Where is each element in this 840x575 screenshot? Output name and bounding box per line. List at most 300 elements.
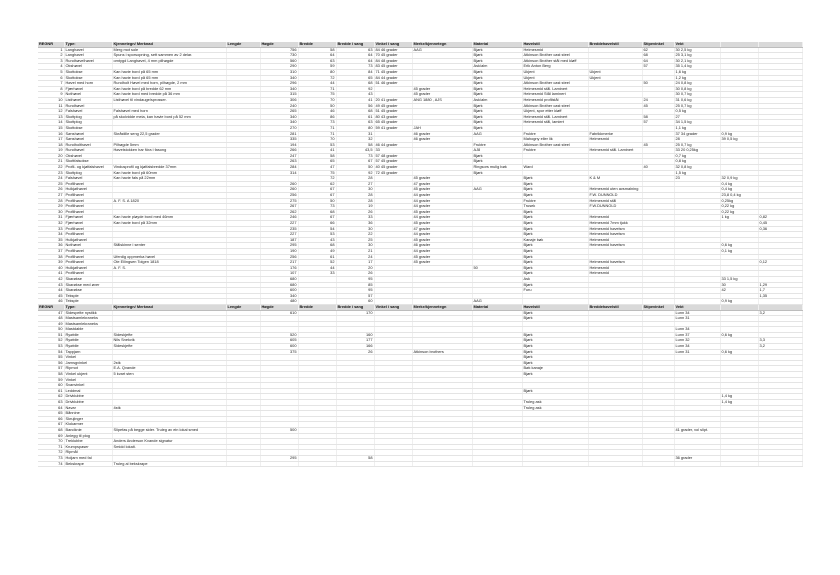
table-cell[interactable]: 22 [38,165,64,171]
table-cell[interactable]: 520 [260,332,298,338]
table-cell[interactable]: Bjørk [522,221,588,227]
table-cell[interactable]: 71 [298,125,336,131]
table-cell[interactable]: 80 43 grader [374,114,412,120]
table-cell[interactable]: Fruktre [522,148,588,154]
table-cell[interactable] [298,461,336,467]
table-cell[interactable]: 0,82 [758,215,802,221]
table-cell[interactable]: 23 [38,170,64,176]
table-cell[interactable]: 45 grader [412,260,472,266]
table-cell[interactable]: 58 [298,153,336,159]
table-cell[interactable]: 20 41 grader [374,97,412,103]
table-cell[interactable]: Bjørk [522,349,588,355]
table-cell[interactable]: 267 [260,204,298,210]
table-cell[interactable]: Heimesmid stål. Laminert [522,114,588,120]
table-cell[interactable]: 281 [260,131,298,137]
table-cell[interactable]: 3,2 [758,310,802,316]
table-cell[interactable]: Bjørk [472,159,522,165]
table-cell[interactable]: 45 grader [412,254,472,260]
table-cell[interactable] [226,461,260,467]
table-cell[interactable]: Bjørk [472,120,522,126]
table-cell[interactable]: 41 [336,97,374,103]
table-cell[interactable]: 19 [38,148,64,154]
table-cell[interactable]: 45 grader [412,221,472,227]
table-cell[interactable]: 46 [38,299,64,305]
table-cell[interactable]: AAG [472,299,522,305]
table-cell[interactable]: 45 grader [412,187,472,193]
table-cell[interactable]: Truleg al bekskrape [112,461,226,467]
table-cell[interactable]: Profilhøvel [64,232,112,238]
table-cell[interactable]: Kan havie bord på 32mm [112,221,226,227]
table-cell[interactable]: 17 [38,137,64,143]
column-header[interactable]: Vinkel i sang [374,42,412,47]
table-cell[interactable]: Atkinson Brother cast steel [522,103,588,109]
table-cell[interactable]: Kan havie bord på 60mm [112,170,226,176]
table-cell[interactable]: 84 [336,69,374,75]
table-cell[interactable]: 70 [298,97,336,103]
column-header[interactable]: Høgde [260,304,298,310]
table-cell[interactable]: 72 45 grader [374,170,412,176]
table-cell[interactable]: Heimesmid høvelsm [588,260,642,266]
table-cell[interactable]: Drivklubbe [64,400,112,406]
table-cell[interactable]: 27 [38,193,64,199]
table-cell[interactable]: 30 [720,282,758,288]
table-cell[interactable]: Bjørk [472,153,522,159]
table-cell[interactable]: Listhøvel til vindauge/sprosser. [112,97,226,103]
table-cell[interactable]: 61 [298,254,336,260]
table-cell[interactable]: AAG [472,187,522,193]
table-cell[interactable]: 49 [298,248,336,254]
table-cell[interactable]: Heimesmid stål. Laminert [588,148,642,154]
table-cell[interactable]: 60 [38,383,64,389]
table-cell[interactable]: 80 [336,125,374,131]
table-cell[interactable]: 8 [38,86,64,92]
table-cell[interactable]: AAG [412,47,472,53]
table-cell[interactable]: 5 kvart sten [112,372,226,378]
table-cell[interactable]: A. F. S. [112,265,226,271]
table-cell[interactable] [472,461,522,467]
table-cell[interactable]: 0,6 kg [720,332,758,338]
table-cell[interactable]: Ripmål [64,450,112,456]
table-cell[interactable]: 84 46 grader [374,47,412,53]
table-cell[interactable]: 187 [260,237,298,243]
table-cell[interactable]: 263 [260,159,298,165]
table-cell[interactable]: 26 [336,349,374,355]
table-cell[interactable]: 4 [38,64,64,70]
table-cell[interactable]: Bjørk [522,260,588,266]
table-cell[interactable]: Atkinson Brother cast steel [522,81,588,87]
table-cell[interactable]: 51 45 grader [374,109,412,115]
table-cell[interactable]: Profilhøvel [64,271,112,277]
table-cell[interactable]: Falshøvel med horn [112,109,226,115]
table-cell[interactable]: F.W.DUNNOLD [588,204,642,210]
table-cell[interactable]: 62 [642,47,674,53]
table-cell[interactable]: Heimesmid profilstål [522,97,588,103]
table-cell[interactable]: 39 0,5 kg [720,137,758,143]
table-cell[interactable] [522,461,588,467]
table-cell[interactable]: 46 grader [412,243,472,249]
table-cell[interactable]: 42 [38,276,64,282]
table-cell[interactable]: 25 0,7 kg [674,103,720,109]
table-cell[interactable]: 176 [260,265,298,271]
table-cell[interactable]: Skråstille seng 22,5 grader [112,131,226,137]
table-cell[interactable]: Tappjarn [64,349,112,355]
table-cell[interactable]: 25 [38,181,64,187]
table-cell[interactable]: Hoijarn med fal [64,455,112,461]
table-cell[interactable]: Hulkjølhøvel [64,237,112,243]
table-cell[interactable]: Heimesmid stål, lamiert [522,120,588,126]
table-cell[interactable]: 50 [38,327,64,333]
table-cell[interactable]: 45 [642,142,674,148]
table-cell[interactable]: 20 [38,153,64,159]
table-cell[interactable]: Bjørk [522,254,588,260]
table-cell[interactable]: 71 [298,131,336,137]
table-cell[interactable]: Atkinson brothers [412,349,472,355]
table-cell[interactable]: Profilhøvel [64,181,112,187]
table-cell[interactable]: 33 [336,215,374,221]
table-cell[interactable]: 40 [38,265,64,271]
table-cell[interactable]: 70 [38,439,64,445]
table-cell[interactable]: 260 [260,181,298,187]
table-cell[interactable]: 39 [38,260,64,266]
table-cell[interactable]: Atkinson Brother cast steel [522,53,588,59]
table-cell[interactable]: 166 [336,344,374,350]
table-cell[interactable]: 24 [336,254,374,260]
table-cell[interactable]: Atkinson Brother cast steel [522,142,588,148]
table-cell[interactable]: Klokarmer [64,422,112,428]
column-header[interactable]: Bredde i sang [336,42,374,47]
table-cell[interactable]: Nils Snekvik [112,338,226,344]
table-cell[interactable]: 262 [260,209,298,215]
table-cell[interactable]: 217 [260,260,298,266]
table-cell[interactable]: Bjørk [472,47,522,53]
table-cell[interactable]: 194 [260,142,298,148]
table-cell[interactable]: Heimesmid 7mm tjukk [588,221,642,227]
table-cell[interactable]: Slipefas på begge sider. Truleg av ein lokal smed [112,427,226,433]
table-cell[interactable]: Ukjent [522,69,588,75]
table-cell[interactable]: 17 [336,260,374,266]
table-cell[interactable]: Ask [522,276,588,282]
column-header[interactable]: REGNR [38,304,64,310]
table-cell[interactable]: 0,45 [758,221,802,227]
table-cell[interactable]: 41 [298,148,336,154]
table-cell[interactable]: Høvelstokken har fôra i fasong [112,148,226,154]
table-cell[interactable]: Ukjent [522,75,588,81]
table-cell[interactable]: A. F. S. A 1820 [112,198,226,204]
table-cell[interactable]: omtygd Langhøvel, 4 mm pilhøgde [112,58,226,64]
table-cell[interactable]: 2 [38,53,64,59]
table-cell[interactable]: 1,35 [758,293,802,299]
table-cell[interactable]: 44 grader [412,215,472,221]
table-cell[interactable]: 66 [38,416,64,422]
column-header[interactable]: Type: [64,304,112,310]
table-cell[interactable]: 28 [336,176,374,182]
table-cell[interactable]: Smidd lokalt. [112,444,226,450]
table-cell[interactable]: Kanaje bøk [522,237,588,243]
table-cell[interactable]: 70 45 grader [374,53,412,59]
table-cell[interactable]: 1,4 kg [720,394,758,400]
table-cell[interactable]: 1,6 kg [674,69,720,75]
table-cell[interactable]: 95 [336,276,374,282]
table-cell[interactable]: 247 [260,153,298,159]
table-cell[interactable]: 72 [298,176,336,182]
table-cell[interactable]: 68 [298,243,336,249]
table-cell[interactable]: 5 [38,69,64,75]
table-cell[interactable]: 0,1 kg [720,248,758,254]
table-cell[interactable]: 74 [38,461,64,467]
table-cell[interactable]: 47 grader [412,226,472,232]
table-cell[interactable]: Kan havie fals på 22mm [112,176,226,182]
table-cell[interactable]: 33 1,5 kg [720,276,758,282]
table-cell[interactable]: 40 [642,165,674,171]
table-cell[interactable]: 28 [38,198,64,204]
table-cell[interactable]: 9 [38,92,64,98]
table-cell[interactable]: 50 [472,265,522,271]
table-cell[interactable]: 28 [336,198,374,204]
column-header[interactable]: Material [472,42,522,47]
table-cell[interactable]: 43 [336,92,374,98]
table-cell[interactable]: 57 [38,366,64,372]
table-cell[interactable]: Kan havie bord på 65 mm [112,75,226,81]
table-cell[interactable]: 54 [38,349,64,355]
table-cell[interactable]: 265 [260,109,298,115]
table-cell[interactable]: 50 [298,103,336,109]
table-cell[interactable]: Fruktre [472,142,522,148]
table-cell[interactable]: Rundholt Høvel med horn, pilhøgde, 2 mm [112,81,226,87]
table-cell[interactable]: 36 grader [674,455,720,461]
table-cell[interactable]: 58 [336,455,374,461]
table-cell[interactable]: på skolvidde meia, kan havie bord på 52 mm [112,114,226,120]
table-cell[interactable]: 67 [336,159,374,165]
table-cell[interactable] [260,461,298,467]
table-cell[interactable]: 62 [38,394,64,400]
table-cell[interactable]: 61 [38,388,64,394]
column-header[interactable]: Høvelstil [522,42,588,47]
table-cell[interactable]: Svanvinkel [64,383,112,389]
table-cell[interactable]: 95 [336,288,374,294]
table-cell[interactable]: 11 [38,103,64,109]
column-header[interactable]: Kjennetegn/ Merknad [112,304,226,310]
table-cell[interactable]: Skottokse [64,69,112,75]
table-cell[interactable]: 0,9 kg [720,299,758,305]
table-cell[interactable] [720,461,758,467]
table-cell[interactable]: 47 [38,310,64,316]
table-cell[interactable]: 44 grader [412,232,472,238]
table-cell[interactable]: 314 [260,170,298,176]
table-cell[interactable]: 84 48 grader [374,58,412,64]
table-cell[interactable]: 35 1,4 kg [674,64,720,70]
column-header[interactable]: Breddehøvelstil [588,304,642,310]
table-cell[interactable]: 33 20 0,25kg [674,148,720,154]
table-cell[interactable]: 170 [336,310,374,316]
table-cell[interactable]: 610 [260,310,298,316]
table-cell[interactable]: 30 [336,187,374,193]
table-cell[interactable]: 680 [260,282,298,288]
table-cell[interactable]: Lunn 34 [674,310,720,316]
table-cell[interactable]: Drivklubbe [64,394,112,400]
table-cell[interactable]: 160 [336,332,374,338]
table-cell[interactable]: 56 [336,103,374,109]
table-cell[interactable]: 43 [298,237,336,243]
table-cell[interactable]: Langhøvel [64,47,112,53]
column-header[interactable]: Høgde [260,42,298,47]
table-cell[interactable]: Vinkel [64,355,112,361]
table-cell[interactable]: Skottfalsokse [64,159,112,165]
table-cell[interactable]: 500 [260,427,298,433]
table-cell[interactable]: 53 [298,232,336,238]
table-cell[interactable]: Bjørk [522,248,588,254]
column-header[interactable]: Kjennetegn/ Merknad [112,42,226,47]
table-cell[interactable]: Bjørk [522,310,588,316]
table-cell[interactable]: 57 45 grader [374,159,412,165]
table-cell[interactable]: 73 [38,455,64,461]
table-cell[interactable]: 1,2 kg [674,75,720,81]
table-cell[interactable]: Hulkjølhøvel [64,265,112,271]
table-cell[interactable] [758,461,802,467]
table-cell[interactable]: 92 [336,86,374,92]
table-cell[interactable]: Heimesmid [588,215,642,221]
table-cell[interactable]: Skottokse [64,75,112,81]
table-cell[interactable]: Listhøvel [64,97,112,103]
table-cell[interactable]: 44 grader [412,193,472,199]
table-cell[interactable]: Profilhøvel [64,198,112,204]
table-cell[interactable]: 65 [336,75,374,81]
table-cell[interactable]: 49 45 grader [374,103,412,109]
table-cell[interactable]: Kan havie bord med bredde på 36 mm [112,92,226,98]
table-cell[interactable]: 1,5 kg [674,170,720,176]
table-cell[interactable]: Trusek [522,204,588,210]
table-cell[interactable]: 44 grader [412,204,472,210]
table-cell[interactable]: 45 [642,103,674,109]
table-cell[interactable]: Bjørk [522,360,588,366]
table-cell[interactable]: 44 grader [412,198,472,204]
table-cell[interactable]: 0,4 kg [720,181,758,187]
table-cell[interactable]: 46 44 grader [374,142,412,148]
table-cell[interactable]: 46 grader [412,137,472,143]
table-cell[interactable]: Heimesmid høvelsm [588,232,642,238]
table-cell[interactable]: 71 45 grader [374,69,412,75]
table-cell[interactable]: Ask/alm [472,97,522,103]
table-cell[interactable]: Jarnsgvinkel [64,360,112,366]
table-cell[interactable]: Sideskjefte [112,332,226,338]
table-cell[interactable]: 68 [336,81,374,87]
table-cell[interactable]: 29 [38,204,64,210]
table-cell[interactable]: 340 [260,293,298,299]
table-cell[interactable]: 73 [336,64,374,70]
table-cell[interactable]: Bjørk [522,355,588,361]
table-cell[interactable]: Sidespelte nystikk [64,310,112,316]
table-cell[interactable]: Bøk kanaje [522,366,588,372]
table-cell[interactable]: 23,8 0,4 kg [720,193,758,199]
column-header[interactable]: Bredde [298,304,336,310]
column-header[interactable]: Lengde [226,304,260,310]
table-cell[interactable]: 0,9 kg [720,131,758,137]
table-cell[interactable]: 340 [260,75,298,81]
table-cell[interactable]: Kan havie bord på 65 mm [112,69,226,75]
table-cell[interactable]: 41 grader, vol slipt. [674,427,720,433]
table-cell[interactable]: Bjørk [472,58,522,64]
table-cell[interactable]: 41 [38,271,64,277]
table-cell[interactable]: Sideskjefte [112,344,226,350]
table-cell[interactable]: 53 [38,344,64,350]
table-cell[interactable]: 84 44 grader [374,75,412,81]
table-cell[interactable]: Profilhøvel [64,204,112,210]
table-cell[interactable]: Bjørk [472,81,522,87]
table-cell[interactable] [588,461,642,467]
table-cell[interactable]: 50 [336,165,374,171]
table-cell[interactable]: Skottplog [64,170,112,176]
table-cell[interactable]: 52 [298,260,336,266]
table-cell[interactable]: 61 [336,114,374,120]
table-cell[interactable]: 296 [260,81,298,87]
table-cell[interactable]: 24 [38,176,64,182]
table-cell[interactable]: 65 45 grader [374,120,412,126]
table-cell[interactable]: 43,5 [336,148,374,154]
table-cell[interactable]: 31 [38,215,64,221]
column-header[interactable]: Bredde i sang [336,304,374,310]
table-cell[interactable]: 3 [38,58,64,64]
table-cell[interactable]: 73 [298,120,336,126]
table-cell[interactable]: 107 [260,271,298,277]
table-cell[interactable]: Anlegg til plog [64,433,112,439]
table-cell[interactable]: 73 [298,204,336,210]
table-cell[interactable]: 34 [38,232,64,238]
table-cell[interactable]: Bjørk [522,209,588,215]
table-cell[interactable]: 1 [38,47,64,53]
column-header[interactable]: Vekt [674,42,720,47]
table-cell[interactable]: Bekskrape [64,461,112,467]
table-cell[interactable]: 63 [38,400,64,406]
table-cell[interactable]: Bjørk [522,282,588,288]
table-cell[interactable]: 40 45 grader [374,165,412,171]
table-cell[interactable]: 270 [260,125,298,131]
table-cell[interactable]: 70 [298,137,336,143]
table-cell[interactable]: Mastsamlekraneks [64,321,112,327]
table-cell[interactable]: 45 grader [412,92,472,98]
table-cell[interactable]: Ryøbile [64,332,112,338]
table-cell[interactable]: 27 [674,114,720,120]
table-cell[interactable]: 256 [260,193,298,199]
table-cell[interactable]: Vindusprofil og kjølfalsbredde 37mm [112,165,226,171]
column-header[interactable]: Vinkel i sang [374,304,412,310]
table-cell[interactable]: Okshøvel [64,64,112,70]
table-cell[interactable]: F.W. DUNNOLD [588,193,642,199]
table-cell[interactable]: 756 [260,47,298,53]
table-cell[interactable]: Heimesmid [522,47,588,53]
table-cell[interactable]: Ukjent [588,69,642,75]
table-cell[interactable]: 0,4 kg [720,187,758,193]
table-cell[interactable]: 67 [298,215,336,221]
table-cell[interactable]: Heimesmid Stål laminert [522,92,588,98]
table-cell[interactable]: 59 [298,64,336,70]
table-cell[interactable]: 35 [38,237,64,243]
table-cell[interactable]: 266 [260,148,298,154]
table-cell[interactable]: 37 [38,248,64,254]
table-cell[interactable]: Heimesmid [588,271,642,277]
table-cell[interactable]: 235 [260,226,298,232]
table-cell[interactable]: Profilhøvel [64,260,112,266]
table-cell[interactable]: Atkinson Brother stål med kløff [522,58,588,64]
table-cell[interactable]: Skottplog [64,120,112,126]
table-cell[interactable]: 13 [38,114,64,120]
table-cell[interactable]: 67 [298,187,336,193]
table-cell[interactable]: Mastsamlekraneks [64,316,112,322]
table-cell[interactable]: Bjørk [522,338,588,344]
table-cell[interactable]: 600 [260,344,298,350]
table-cell[interactable]: Bjørk [522,372,588,378]
table-cell[interactable]: 44 grader [412,248,472,254]
table-cell[interactable]: Mahogny eller lik [522,137,588,143]
table-cell[interactable]: 64 [298,53,336,59]
